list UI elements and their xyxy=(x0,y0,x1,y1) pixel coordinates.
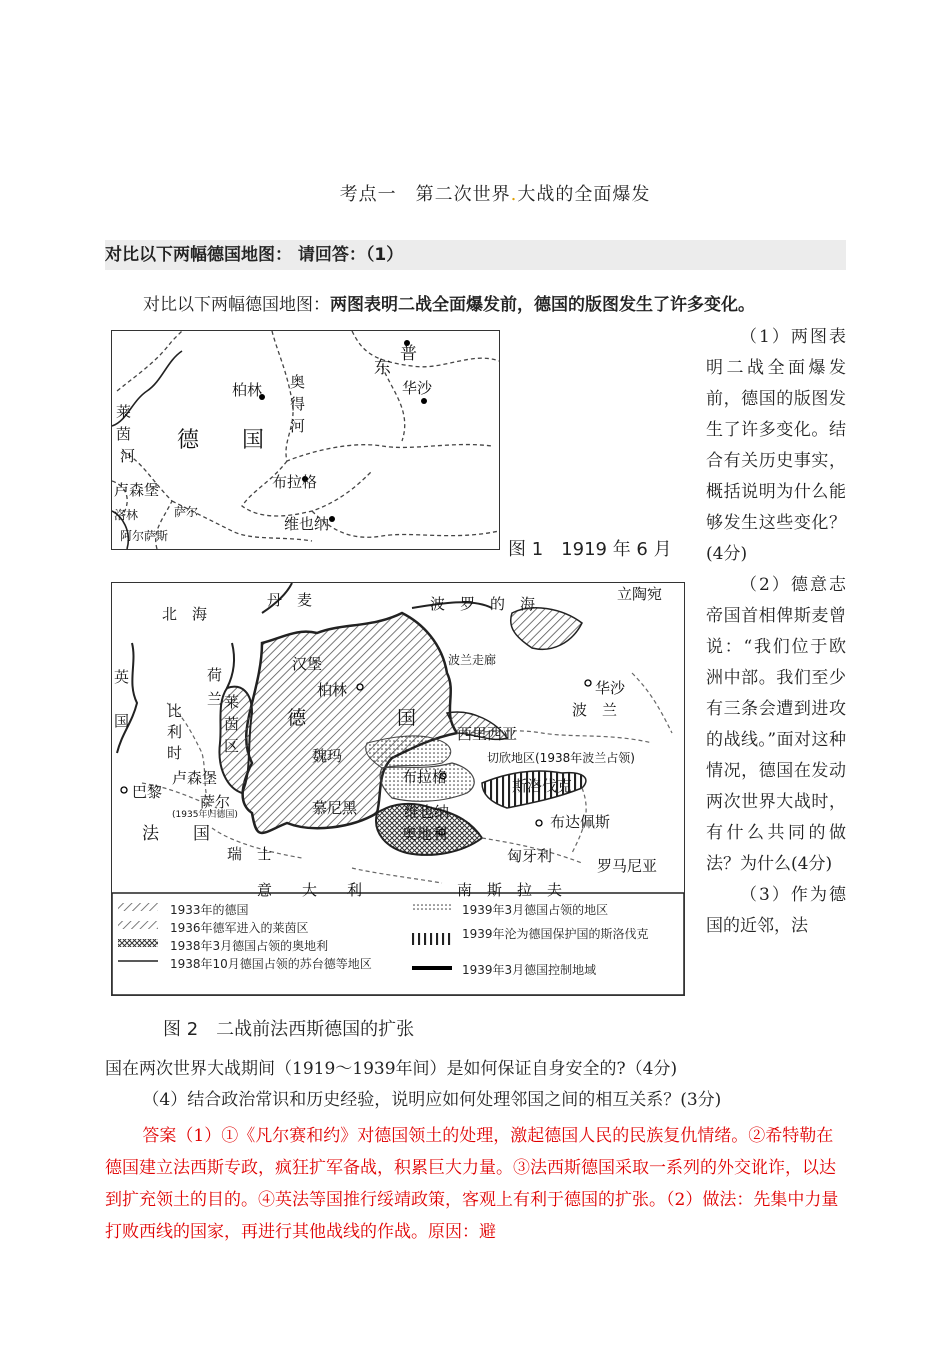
label-polish-corridor: 波兰走廊 xyxy=(448,653,497,667)
label-warsaw: 华沙 xyxy=(402,379,433,397)
label-berlin: 柏林 xyxy=(232,381,263,399)
label-munich: 慕尼黑 xyxy=(312,799,358,817)
title-dot: . xyxy=(510,184,518,205)
label-rhine-3: 河 xyxy=(120,447,136,465)
label-switzerland: 瑞 士 xyxy=(227,845,273,863)
legend-1938-sudeten: 1938年10月德国占领的苏台德等地区 xyxy=(170,957,372,971)
label-baltic-sea: 波 罗 的 海 xyxy=(430,595,536,613)
legend-1933: 1933年的德国 xyxy=(170,903,249,917)
label-luxembourg-2: 卢森堡 xyxy=(172,769,218,787)
label-teschen: 切欣地区(1938年波兰占领) xyxy=(487,751,635,765)
label-prussia: 普 xyxy=(400,344,417,364)
label-hungary: 匈牙利 xyxy=(507,847,553,865)
label-rhine-1: 莱 xyxy=(116,403,132,421)
label-denmark: 丹 麦 xyxy=(267,591,313,609)
label-budapest: 布达佩斯 xyxy=(550,813,611,831)
question-bar: 对比以下两幅德国地图： 请回答：（1） xyxy=(105,240,846,270)
label-belgium: 比利时 xyxy=(167,702,183,762)
label-england: 英国 xyxy=(114,668,130,730)
label-lithuania: 立陶宛 xyxy=(617,585,663,603)
legend-1938-austria: 1938年3月德国占领的奥地利 xyxy=(170,939,329,953)
label-silesia: 西里西亚 xyxy=(457,725,518,743)
label-warsaw-2: 华沙 xyxy=(595,679,626,697)
label-germany-2: 国 xyxy=(242,428,265,453)
legend-1939-slovakia: 1939年沦为德国保护国的斯洛伐克 xyxy=(462,927,649,941)
label-oder-3: 河 xyxy=(290,417,306,435)
label-paris: 巴黎 xyxy=(132,783,163,801)
question-3-start: （3）作为德国的近邻，法 xyxy=(706,885,846,936)
label-hamburg: 汉堡 xyxy=(292,655,323,673)
label-austria: 奥地利 xyxy=(402,825,448,843)
label-lorraine: 洛林 xyxy=(114,508,139,522)
question-3-continued: 国在两次世界大战期间（1919～1939年间）是如何保证自身安全的?（4分) xyxy=(105,1059,678,1079)
label-germany-a: 德 xyxy=(287,707,307,729)
label-france: 法 国 xyxy=(142,824,210,844)
label-alsace: 阿尔萨斯 xyxy=(120,529,169,543)
page-title: 考点一 第二次世界.大战的全面爆发 xyxy=(339,184,651,205)
label-germany-1: 德 xyxy=(177,428,200,453)
label-weimar: 魏玛 xyxy=(312,747,343,765)
label-germany-b: 国 xyxy=(397,707,417,729)
legend-1939-controlled: 1939年3月德国控制地域 xyxy=(462,963,597,977)
label-prague-2: 布拉格 xyxy=(402,768,448,786)
legend-1936: 1936年德军进入的莱茵区 xyxy=(170,921,309,935)
label-luxembourg: 卢森堡 xyxy=(114,481,160,499)
question-2: （2）德意志帝国首相俾斯麦曾说：“我们位于欧洲中部。我们至少有三条会遭到进攻的战线。”面对这种情况，德国在发动两次世界大战时，有什么共同的做法？为什么(4分) xyxy=(706,575,846,874)
side-questions xyxy=(706,322,846,942)
label-saar: 萨尔 xyxy=(174,505,199,519)
label-berlin-2: 柏林 xyxy=(317,681,348,699)
label-rhine-2: 茵 xyxy=(116,425,132,443)
label-saar-2: 萨尔 xyxy=(200,793,231,811)
label-italy: 意 大 利 xyxy=(257,881,363,899)
intro-sentence: 对比以下两幅德国地图：两图表明二战全面爆发前，德国的版图发生了许多变化。 xyxy=(143,295,755,315)
label-vienna-2: 维也纳 xyxy=(404,803,450,821)
question-4: （4）结合政治常识和历史经验，说明应如何处理邻国之间的相互关系？(3分) xyxy=(142,1090,722,1110)
label-oder-2: 得 xyxy=(290,395,306,413)
label-prague: 布拉格 xyxy=(272,473,318,491)
map-1919 xyxy=(111,330,500,550)
label-east: 东 xyxy=(374,358,391,378)
answer-text: 答案（1）①《凡尔赛和约》对德国领土的处理，激起德国人民的民族复仇情绪。②希特勒在德国建立法西斯专政，疯狂扩军备战，积累巨大力量。③法西斯德国采取一系列的外交讹诈，以达到扩充领土的目的。④英法等国推行绥靖政策，客观上有利于德国的扩张。（2）做法：先集中力量打败西线的国家，再进行其他战线的作战。原因：避 xyxy=(105,1126,839,1242)
map-1919-caption: 图 1 1919 年 6 月 xyxy=(508,539,672,560)
label-rhineland: 莱茵区 xyxy=(224,693,240,755)
map-expansion-caption: 图 2 二战前法西斯德国的扩张 xyxy=(163,1019,415,1040)
label-holland: 荷兰 xyxy=(207,666,223,708)
legend-1939-occupied: 1939年3月德国占领的地区 xyxy=(462,903,609,917)
label-yugoslavia: 南 斯 拉 夫 xyxy=(457,881,563,899)
label-poland: 波 兰 xyxy=(572,701,618,719)
label-north-sea: 北 海 xyxy=(162,605,208,623)
label-saar-1935: (1935年归德国) xyxy=(172,810,238,820)
label-romania: 罗马尼亚 xyxy=(597,857,658,875)
label-oder-1: 奥 xyxy=(290,373,306,391)
label-slovakia: 斯洛伐克 xyxy=(512,777,573,795)
question-1: （1）两图表明二战全面爆发前，德国的版图发生了许多变化。结合有关历史事实，概括说明为什么能够发生这些变化？(4分) xyxy=(706,327,846,564)
label-vienna: 维也纳 xyxy=(284,515,330,533)
map-expansion xyxy=(111,582,685,996)
